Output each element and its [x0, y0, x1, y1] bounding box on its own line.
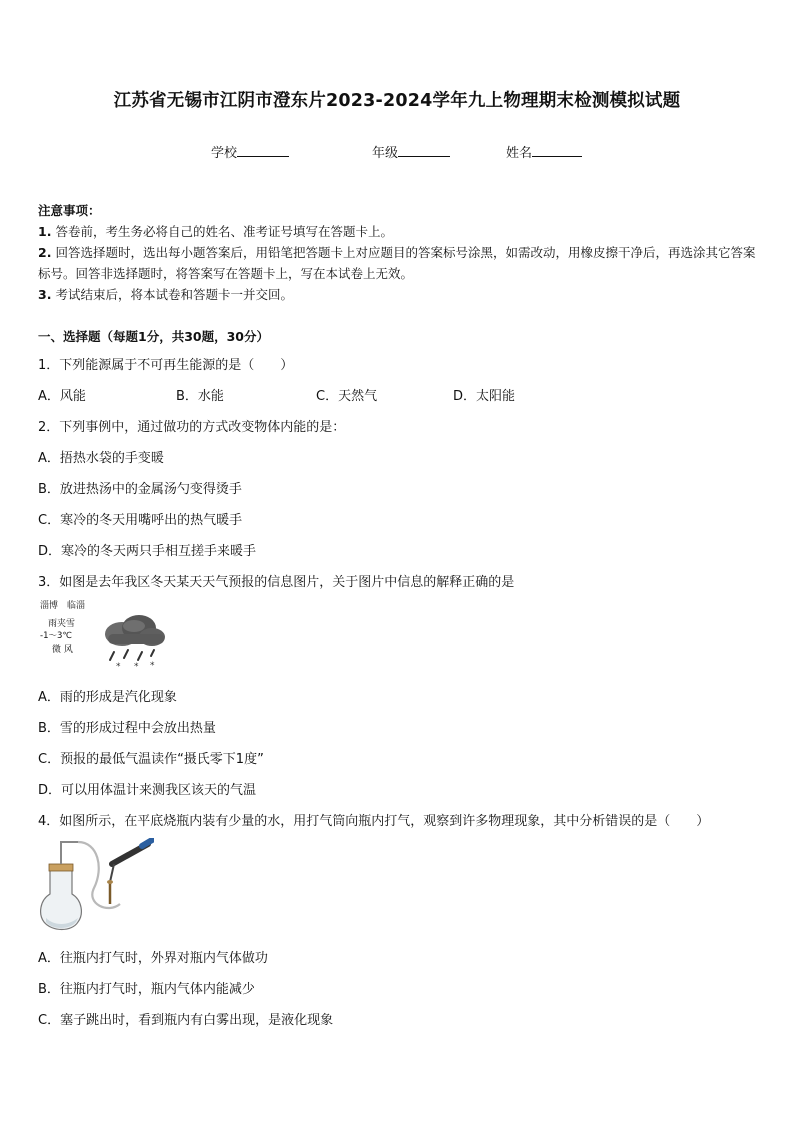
- q4-option-b: B．往瓶内打气时，瓶内气体内能减少: [38, 982, 255, 997]
- school-blank: [237, 143, 289, 157]
- notice-item-3: 3. 考试结束后，将本试卷和答题卡一并交回。: [38, 287, 293, 302]
- q1-option-b: B．水能: [176, 389, 224, 404]
- forecast-weather: 雨夹雪: [48, 619, 76, 629]
- q3-option-d: D．可以用体温计来测我区该天的气温: [38, 783, 257, 798]
- question-2-stem: 2．下列事例中，通过做功的方式改变物体内能的是：: [38, 420, 346, 435]
- grade-label: 年级: [372, 146, 399, 161]
- q1-option-d: D．太阳能: [453, 389, 516, 404]
- flask-pump-figure: [38, 838, 154, 934]
- sleet-cloud-icon: [94, 612, 170, 670]
- svg-text:*: *: [150, 661, 155, 670]
- q2-option-b: B．放进热汤中的金属汤勺变得烫手: [38, 482, 242, 497]
- grade-field: [372, 142, 450, 161]
- name-field: [506, 142, 582, 161]
- q4-option-a: A．往瓶内打气时，外界对瓶内气体做功: [38, 951, 268, 966]
- name-blank: [532, 143, 582, 157]
- q2-option-a: A．捂热水袋的手变暖: [38, 451, 164, 466]
- q1-option-c: C．天然气: [316, 389, 378, 404]
- q3-option-b: B．雪的形成过程中会放出热量: [38, 721, 216, 736]
- forecast-temp: -1～3℃: [40, 631, 72, 641]
- question-3-stem: 3．如图是去年我区冬天某天天气预报的信息图片，关于图片中信息的解释正确的是: [38, 575, 515, 590]
- notice-heading: 注意事项：: [38, 203, 101, 218]
- flask-and-pump-icon: [38, 838, 154, 934]
- svg-text:*: *: [134, 662, 139, 670]
- q4-option-c: C．塞子跳出时，看到瓶内有白雾出现，是液化现象: [38, 1013, 334, 1028]
- question-4-stem: 4．如图所示，在平底烧瓶内装有少量的水，用打气筒向瓶内打气，观察到许多物理现象，其中分析错误的是（ ）: [38, 814, 710, 829]
- forecast-city: 淄博 临淄: [40, 601, 86, 611]
- q3-option-c: C．预报的最低气温读作“摄氏零下1度”: [38, 752, 264, 767]
- q2-option-d: D．寒冷的冬天两只手相互搓手来暖手: [38, 544, 257, 559]
- q1-option-a: A．风能: [38, 389, 86, 404]
- q2-option-c: C．寒冷的冬天用嘴呼出的热气暖手: [38, 513, 243, 528]
- school-field: [211, 142, 289, 161]
- exam-title: 江苏省无锡市江阴市澄东片2023-2024学年九上物理期末检测模拟试题: [113, 91, 681, 111]
- notice-item-1: 1. 答卷前，考生务必将自己的姓名、准考证号填写在答题卡上。: [38, 224, 393, 239]
- notice-block: [38, 200, 760, 305]
- notice-item-2: 2. 回答选择题时，选出每小题答案后，用铅笔把答题卡上对应题目的答案标号涂黑，如需改动，用橡皮擦干净后，再选涂其它答案标号。回答非选择题时，将答案写在答题卡上，写在本试卷上无效。: [38, 245, 756, 281]
- school-label: 学校: [211, 146, 238, 161]
- q3-option-a: A．雨的形成是汽化现象: [38, 690, 177, 705]
- svg-text:*: *: [116, 662, 121, 670]
- question-1-stem: 1．下列能源属于不可再生能源的是（ ）: [38, 358, 294, 373]
- weather-forecast-figure: [38, 598, 170, 670]
- section-heading: 一、选择题（每题1分，共30题，30分）: [38, 329, 269, 344]
- grade-blank: [398, 143, 450, 157]
- forecast-wind: 微 风: [52, 645, 73, 655]
- name-label: 姓名: [506, 146, 533, 161]
